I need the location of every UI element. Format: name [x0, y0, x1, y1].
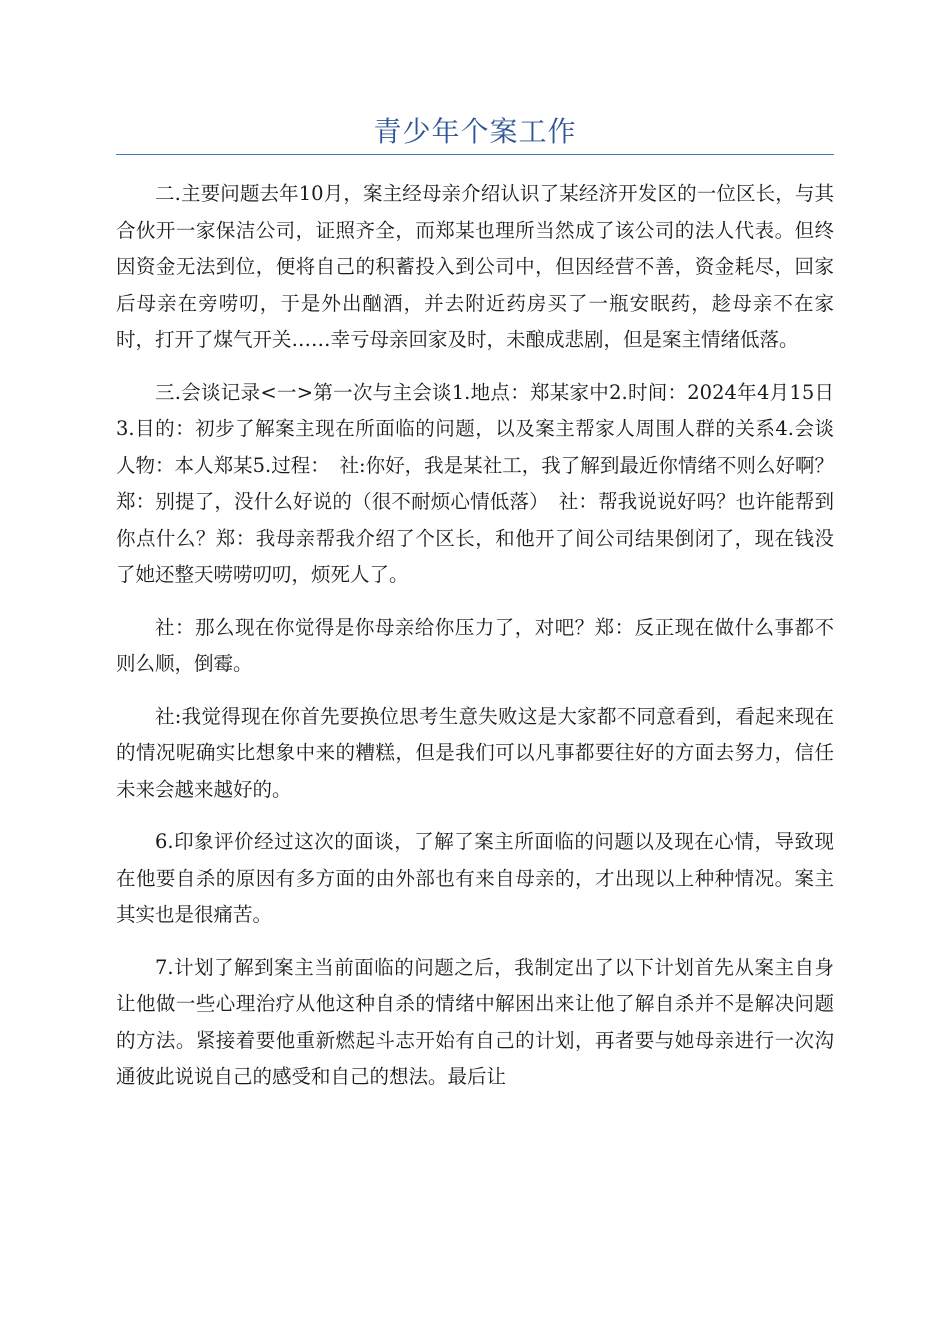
paragraph-main-problem: 二.主要问题去年10月，案主经母亲介绍认识了某经济开发区的一位区长，与其合伙开一家保洁公司，证照齐全，而郑某也理所当然成了该公司的法人代表。但终因资金无法到位，便将自己的积蓄投入到公司中，但因经营不善，资金耗尽，回家后母亲在旁唠叨，于是外出酗酒，并去附近药房买了一瓶安眠药，趁母亲不在家时，打开了煤气开关……幸亏母亲回家及时，未酿成悲剧，但是案主情绪低落。	[116, 182, 834, 351]
paragraph-dialogue-advice: 社:我觉得现在你首先要换位思考生意失败这是大家都不同意看到，看起来现在的情况呢确实比想象中来的糟糕，但是我们可以凡事都要往好的方面去努力，信任未来会越来越好的。	[116, 704, 834, 801]
paragraph-impression-evaluation: 6.印象评价经过这次的面谈，了解了案主所面临的问题以及现在心情，导致现在他要自杀的原因有多方面的由外部也有来自母亲的，才出现以上种种情况。案主其实也是很痛苦。	[116, 830, 834, 926]
document-body	[116, 176, 834, 1112]
paragraph-plan: 7.计划了解到案主当前面临的问题之后，我制定出了以下计划首先从案主自身让他做一些心理治疗从他这种自杀的情绪中解困出来让他了解自杀并不是解决问题的方法。紧接着要他重新燃起斗志开始有自己的计划，再者要与她母亲进行一次沟通彼此说说自己的感受和自己的想法。最后让	[116, 955, 834, 1088]
paragraph-interview-record: 三.会谈记录<一>第一次与主会谈1.地点：郑某家中2.时间：2024年4月15日3.目的：初步了解案主现在所面临的问题，以及案主帮家人周围人群的关系4.会谈人物：本人郑某5.过程： 社:你好，我是某社工，我了解到最近你情绪不则么好啊？郑：别提了，没什么好说的（很不耐烦心情低落） 社：帮我说说好吗？也许能帮到你点什么？郑：我母亲帮我介绍了个区长，和他开了间公司结果倒闭了，现在钱没了她还整天唠唠叨叨，烦死人了。	[116, 380, 834, 586]
paragraph-dialogue-pressure: 社：那么现在你觉得是你母亲给你压力了，对吧？郑：反正现在做什么事都不则么顺，倒霉。	[116, 615, 834, 675]
title-underline	[116, 154, 834, 155]
document-title: 青少年个案工作	[373, 115, 577, 148]
